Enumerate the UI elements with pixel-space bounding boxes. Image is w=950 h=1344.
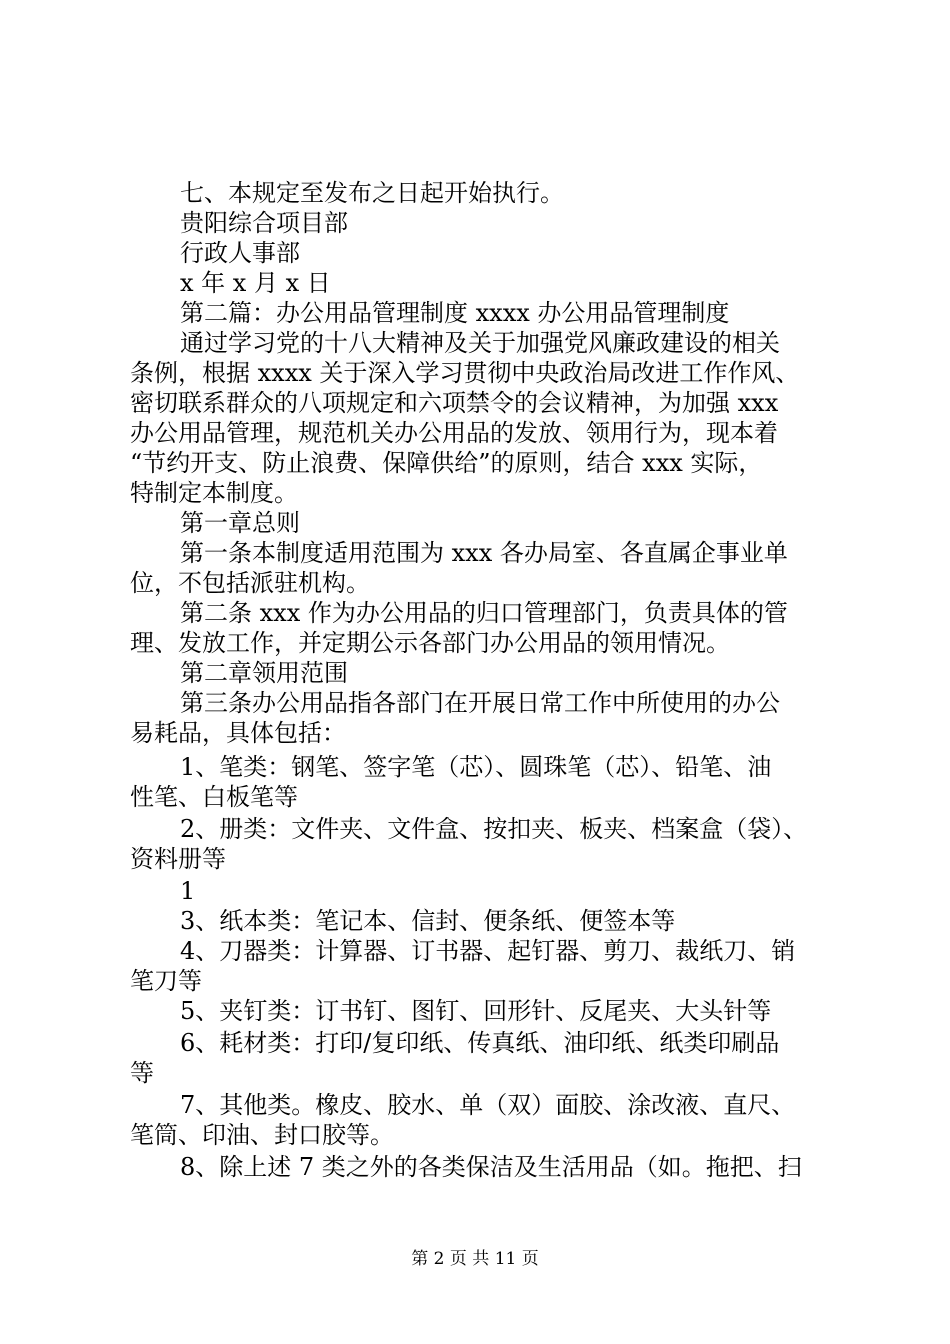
list-item: 笔筒、印油、封口胶等。 xyxy=(130,1121,394,1149)
list-item: 3、纸本类：笔记本、信封、便条纸、便签本等 xyxy=(180,907,676,935)
section-heading: 第二篇：办公用品管理制度 xxxx 办公用品管理制度 xyxy=(180,299,730,327)
text-line: 密切联系群众的八项规定和六项禁令的会议精神，为加强 xxx xyxy=(130,389,779,417)
text-line: 行政人事部 xyxy=(180,239,300,267)
page-footer: 第 2 页 共 11 页 xyxy=(411,1249,539,1269)
list-item: 8、除上述 7 类之外的各类保洁及生活用品（如。拖把、扫 xyxy=(180,1153,802,1181)
text-line: 第一条本制度适用范围为 xxx 各办局室、各直属企事业单 xyxy=(180,539,788,567)
list-item: 4、刀器类：计算器、订书器、起钉器、剪刀、裁纸刀、销 xyxy=(180,937,796,965)
text-line: 理、发放工作，并定期公示各部门办公用品的领用情况。 xyxy=(130,629,730,657)
list-item: 笔刀等 xyxy=(130,967,202,995)
list-item: 5、夹钉类：订书钉、图钉、回形针、反尾夹、大头针等 xyxy=(180,997,772,1025)
text-line: 办公用品管理，规范机关办公用品的发放、领用行为，现本着 xyxy=(130,419,778,447)
list-item: 7、其他类。橡皮、胶水、单（双）面胶、涂改液、直尺、 xyxy=(180,1091,796,1119)
list-item: 性笔、白板笔等 xyxy=(130,783,298,811)
text-line: 第二条 xxx 作为办公用品的归口管理部门，负责具体的管 xyxy=(180,599,788,627)
list-item: 2、册类：文件夹、文件盒、按扣夹、板夹、档案盒（袋）、 xyxy=(180,815,808,843)
text-line: 七、本规定至发布之日起开始执行。 xyxy=(180,179,564,207)
text-line: 条例，根据 xxxx 关于深入学习贯彻中央政治局改进工作作风、 xyxy=(130,359,800,387)
text-line: 第三条办公用品指各部门在开展日常工作中所使用的办公 xyxy=(180,689,780,717)
text-line: 贵阳综合项目部 xyxy=(180,209,348,237)
text-line: 特制定本制度。 xyxy=(130,479,298,507)
text-line: 易耗品，具体包括： xyxy=(130,719,346,747)
list-item: 等 xyxy=(130,1059,154,1087)
page-number-marker: 1 xyxy=(180,877,196,905)
text-line: “节约开支、防止浪费、保障供给”的原则，结合 xxx 实际， xyxy=(130,449,763,477)
chapter-heading: 第一章总则 xyxy=(180,509,300,537)
text-line: 位，不包括派驻机构。 xyxy=(130,569,370,597)
chapter-heading: 第二章领用范围 xyxy=(180,659,348,687)
text-line: 通过学习党的十八大精神及关于加强党风廉政建设的相关 xyxy=(180,329,780,357)
list-item: 资料册等 xyxy=(130,845,226,873)
list-item: 6、耗材类：打印/复印纸、传真纸、油印纸、纸类印刷品 xyxy=(180,1029,780,1057)
list-item: 1、笔类：钢笔、签字笔（芯）、圆珠笔（芯）、铅笔、油 xyxy=(180,753,772,781)
text-line: x 年 x 月 x 日 xyxy=(180,269,331,297)
